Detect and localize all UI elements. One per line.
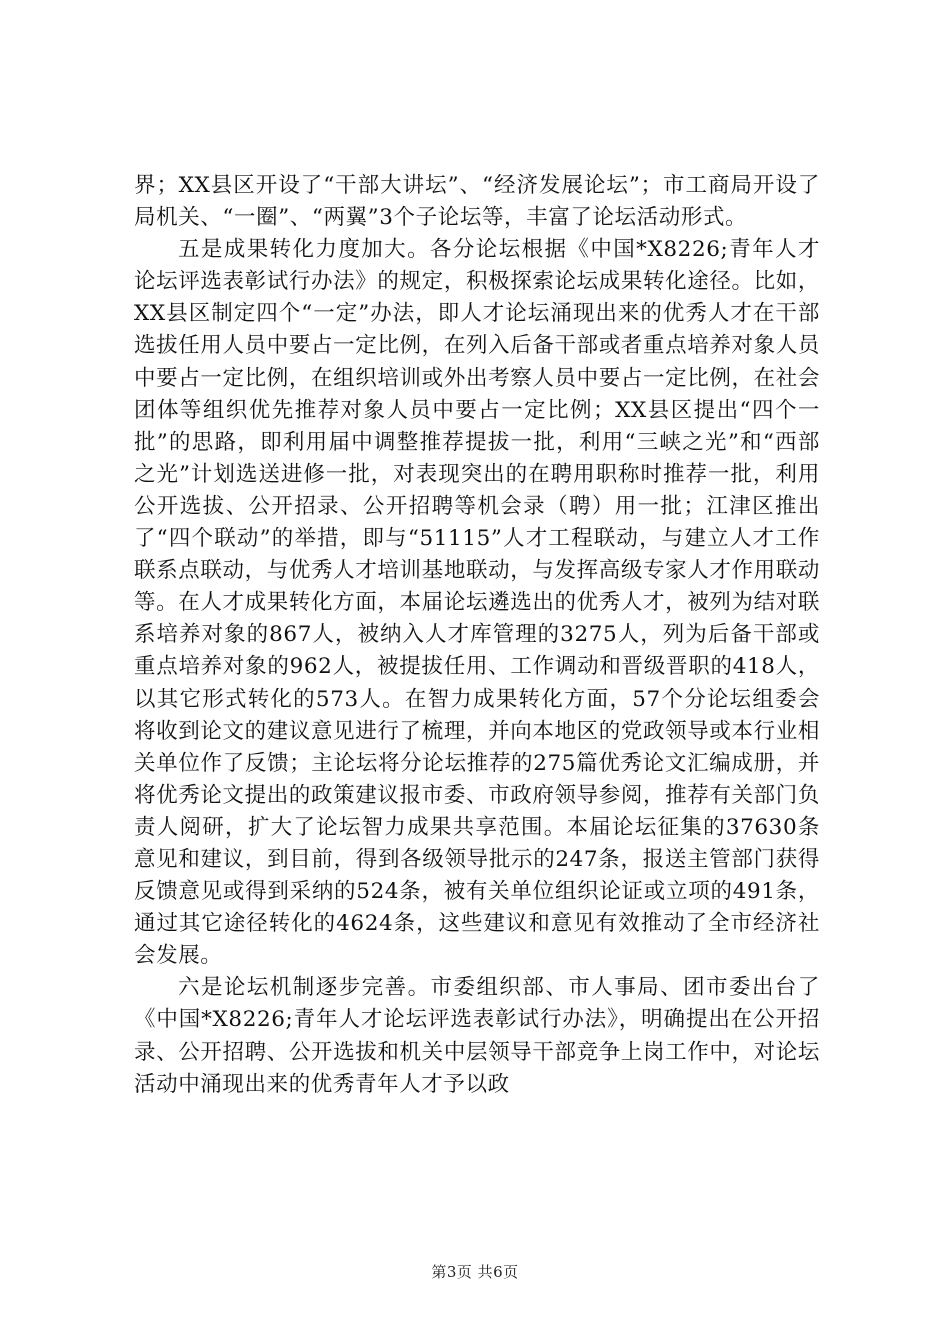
page-footer: 第3页 共6页 [431, 1263, 519, 1281]
paragraph-achievement-transformation: 五是成果转化力度加大。各分论坛根据《中国*X8226;青年人才论坛评选表彰试行办法》的规定，积极探索论坛成果转化途径。比如，XX县区制定四个“一定”办法，即人才论坛涌现出来的优秀人才在干部选拔任用人员中要占一定比例，在列入后备干部或者重点培养对象人员中要占一定比例，在组织培训或外出考察人员中要占一定比例，在社会团体等组织优先推荐对象人员中要占一定比例；XX县区提出“四个一批”的思路，即利用届中调整推荐提拔一批，利用“三峡之光”和“西部之光”计划选送进修一批，对表现突出的在聘用职称时推荐一批，利用公开选拔、公开招录、公开招聘等机会录（聘）用一批；江津区推出了“四个联动”的举措，即与“51115”人才工程联动，与建立人才工作联系点联动，与优秀人才培训基地联动，与发挥高级专家人才作用联动等。在人才成果转化方面，本届论坛遴选出的优秀人才，被列为结对联系培养对象的867人，被纳入人才库管理的3275人，列为后备干部或重点培养对象的962人，被提拔任用、工作调动和晋级晋职的418人，以其它形式转化的573人。在智力成果转化方面，57个分论坛组委会将收到论文的建议意见进行了梳理，并向本地区的党政领导或本行业相关单位作了反馈；主论坛将分论坛推荐的275篇优秀论文汇编成册，并将优秀论文提出的政策建议报市委、市政府领导参阅，推荐有关部门负责人阅研，扩大了论坛智力成果共享范围。本届论坛征集的37630条意见和建议，到目前，得到各级领导批示的247条，报送主管部门获得反馈意见或得到采纳的524条，被有关单位组织论证或立项的491条，通过其它途径转化的4624条，这些建议和意见有效推动了全市经济社会发展。 [134, 237, 820, 969]
paragraph-continuation: 界；XX县区开设了“干部大讲坛”、“经济发展论坛”；市工商局开设了局机关、“一圈”、“两翼”3个子论坛等，丰富了论坛活动形式。 [134, 173, 820, 231]
paragraph-forum-mechanism: 六是论坛机制逐步完善。市委组织部、市人事局、团市委出台了《中国*X8226;青年人才论坛评选表彰试行办法》，明确提出在公开招录、公开招聘、公开选拔和机关中层领导干部竞争上岗工作中，对论坛活动中涌现出来的优秀青年人才予以政 [134, 975, 820, 1097]
document-body [134, 170, 820, 1101]
